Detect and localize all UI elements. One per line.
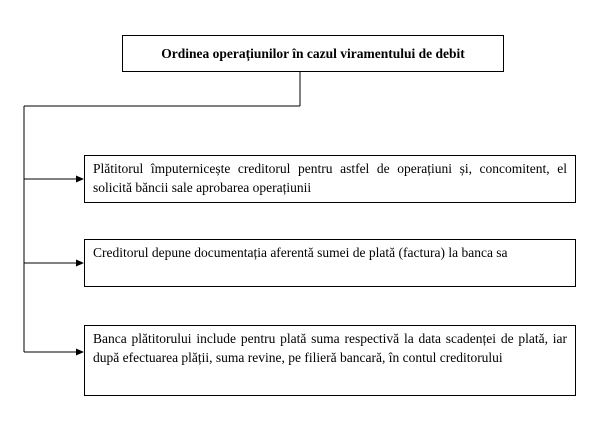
step-box-2 [84, 239, 576, 287]
diagram-title [122, 35, 504, 72]
step-box-3 [84, 325, 576, 396]
arrowhead-step-1 [76, 176, 84, 183]
arrowhead-step-3 [76, 349, 84, 356]
arrowhead-step-2 [76, 260, 84, 267]
diagram-title-text: Ordinea operațiunilor în cazul viramentului de debit [161, 46, 465, 61]
step-text-2: Creditorul depune documentația aferentă sumei de plată (factura) la banca sa [93, 245, 508, 260]
step-box-1 [84, 155, 576, 203]
step-text-1: Plătitorul împuternicește creditorul pentru astfel de operațiuni și, concomitent, el solicită băncii sale aprobarea operațiunii [93, 161, 567, 195]
step-text-3: Banca plătitorului include pentru plată suma respectivă la data scadenței de plată, iar după efectuarea plății, suma revine, pe filieră bancară, în contul creditorului [93, 331, 567, 365]
